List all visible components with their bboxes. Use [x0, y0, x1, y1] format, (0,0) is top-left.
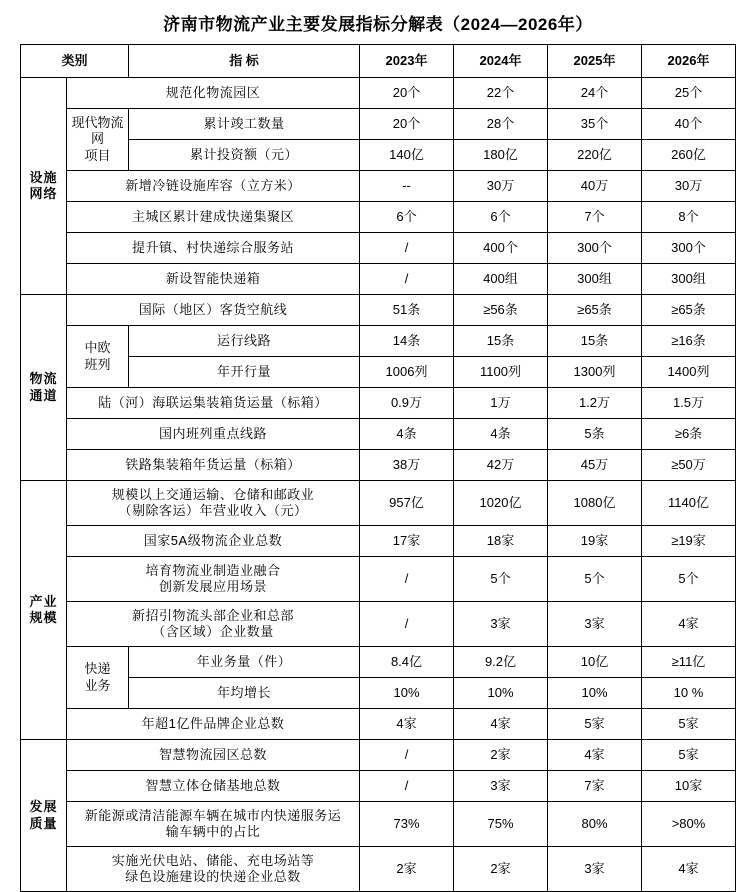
table-row: [21, 647, 736, 678]
value-cell: 5条: [548, 419, 642, 450]
table-row: [21, 326, 736, 357]
value-cell: 40个: [642, 109, 736, 140]
value-cell: 3家: [454, 771, 548, 802]
value-cell: 6个: [360, 202, 454, 233]
table-row: [21, 388, 736, 419]
table-row: [21, 109, 736, 140]
value-cell: 4条: [360, 419, 454, 450]
indicators-table: [20, 44, 736, 892]
value-cell: 8个: [642, 202, 736, 233]
value-cell: 15条: [454, 326, 548, 357]
table-row: [21, 802, 736, 847]
category-label: 设施 网络: [21, 78, 67, 295]
value-cell: 10亿: [548, 647, 642, 678]
table-header-row: [21, 45, 736, 78]
value-cell: 3家: [548, 847, 642, 892]
value-cell: >80%: [642, 802, 736, 847]
table-row: [21, 233, 736, 264]
value-cell: 400组: [454, 264, 548, 295]
value-cell: ≥16条: [642, 326, 736, 357]
value-cell: 38万: [360, 450, 454, 481]
value-cell: ≥65条: [642, 295, 736, 326]
value-cell: 10%: [548, 678, 642, 709]
indicator-label: 新设智能快递箱: [67, 264, 360, 295]
table-row: [21, 202, 736, 233]
value-cell: /: [360, 233, 454, 264]
value-cell: 2家: [360, 847, 454, 892]
value-cell: 8.4亿: [360, 647, 454, 678]
value-cell: 1.5万: [642, 388, 736, 419]
value-cell: 51条: [360, 295, 454, 326]
indicator-label: 新招引物流头部企业和总部 （含区域）企业数量: [67, 602, 360, 647]
value-cell: ≥11亿: [642, 647, 736, 678]
value-cell: 5个: [548, 557, 642, 602]
indicator-label: 陆（河）海联运集装箱货运量（标箱）: [67, 388, 360, 419]
indicator-label: 累计投资额（元）: [129, 140, 360, 171]
table-row: [21, 450, 736, 481]
value-cell: 7家: [548, 771, 642, 802]
table-row: [21, 526, 736, 557]
value-cell: 1.2万: [548, 388, 642, 419]
value-cell: 9.2亿: [454, 647, 548, 678]
value-cell: 15条: [548, 326, 642, 357]
value-cell: 5家: [642, 709, 736, 740]
table-row: [21, 557, 736, 602]
value-cell: 260亿: [642, 140, 736, 171]
header-year-2026: 2026年: [642, 45, 736, 78]
value-cell: 25个: [642, 78, 736, 109]
value-cell: 6个: [454, 202, 548, 233]
group-label: 快递 业务: [67, 647, 129, 709]
value-cell: 30万: [454, 171, 548, 202]
table-row: [21, 678, 736, 709]
header-year-2023: 2023年: [360, 45, 454, 78]
value-cell: 2家: [454, 847, 548, 892]
value-cell: 7个: [548, 202, 642, 233]
indicator-label: 年业务量（件）: [129, 647, 360, 678]
indicator-label: 国内班列重点线路: [67, 419, 360, 450]
table-row: [21, 419, 736, 450]
value-cell: 80%: [548, 802, 642, 847]
group-label: 现代物流网 项目: [67, 109, 129, 171]
value-cell: 42万: [454, 450, 548, 481]
table-row: [21, 78, 736, 109]
value-cell: 22个: [454, 78, 548, 109]
value-cell: /: [360, 771, 454, 802]
category-label: 产业 规模: [21, 481, 67, 740]
value-cell: 1006列: [360, 357, 454, 388]
value-cell: 18家: [454, 526, 548, 557]
indicator-label: 运行线路: [129, 326, 360, 357]
indicator-label: 规范化物流园区: [67, 78, 360, 109]
indicator-label: 新增冷链设施库容（立方米）: [67, 171, 360, 202]
value-cell: 75%: [454, 802, 548, 847]
indicator-label: 智慧立体仓储基地总数: [67, 771, 360, 802]
value-cell: 10家: [642, 771, 736, 802]
indicator-label: 国家5A级物流企业总数: [67, 526, 360, 557]
value-cell: 24个: [548, 78, 642, 109]
value-cell: 1300列: [548, 357, 642, 388]
indicator-label: 国际（地区）客货空航线: [67, 295, 360, 326]
value-cell: 4家: [454, 709, 548, 740]
value-cell: 17家: [360, 526, 454, 557]
value-cell: 20个: [360, 109, 454, 140]
header-category: 类别: [21, 45, 129, 78]
table-row: [21, 481, 736, 526]
indicator-label: 累计竣工数量: [129, 109, 360, 140]
table-row: [21, 295, 736, 326]
value-cell: /: [360, 557, 454, 602]
table-row: [21, 140, 736, 171]
value-cell: 73%: [360, 802, 454, 847]
value-cell: 10 %: [642, 678, 736, 709]
value-cell: 20个: [360, 78, 454, 109]
value-cell: 4家: [642, 602, 736, 647]
page-title: 济南市物流产业主要发展指标分解表（2024—2026年）: [163, 15, 593, 34]
indicator-label: 主城区累计建成快递集聚区: [67, 202, 360, 233]
category-label: 发展 质量: [21, 740, 67, 892]
value-cell: 2家: [454, 740, 548, 771]
value-cell: 28个: [454, 109, 548, 140]
value-cell: ≥19家: [642, 526, 736, 557]
value-cell: 5家: [548, 709, 642, 740]
value-cell: 957亿: [360, 481, 454, 526]
value-cell: /: [360, 602, 454, 647]
value-cell: --: [360, 171, 454, 202]
value-cell: 0.9万: [360, 388, 454, 419]
value-cell: ≥65条: [548, 295, 642, 326]
value-cell: 3家: [548, 602, 642, 647]
value-cell: 300组: [642, 264, 736, 295]
value-cell: 300个: [642, 233, 736, 264]
header-year-2025: 2025年: [548, 45, 642, 78]
table-row: [21, 847, 736, 892]
value-cell: 180亿: [454, 140, 548, 171]
value-cell: 4家: [642, 847, 736, 892]
group-label: 中欧 班列: [67, 326, 129, 388]
value-cell: 10%: [360, 678, 454, 709]
value-cell: 1020亿: [454, 481, 548, 526]
value-cell: 45万: [548, 450, 642, 481]
value-cell: 1140亿: [642, 481, 736, 526]
indicator-label: 铁路集装箱年货运量（标箱）: [67, 450, 360, 481]
header-year-2024: 2024年: [454, 45, 548, 78]
value-cell: 5个: [642, 557, 736, 602]
value-cell: 220亿: [548, 140, 642, 171]
value-cell: 10%: [454, 678, 548, 709]
value-cell: /: [360, 740, 454, 771]
table-row: [21, 264, 736, 295]
table-row: [21, 171, 736, 202]
value-cell: 4家: [360, 709, 454, 740]
value-cell: 30万: [642, 171, 736, 202]
indicator-label: 年均增长: [129, 678, 360, 709]
table-row: [21, 357, 736, 388]
value-cell: 5家: [642, 740, 736, 771]
value-cell: 5个: [454, 557, 548, 602]
value-cell: 1100列: [454, 357, 548, 388]
indicator-label: 规模以上交通运输、仓储和邮政业 （剔除客运）年营业收入（元）: [67, 481, 360, 526]
indicator-label: 年超1亿件品牌企业总数: [67, 709, 360, 740]
value-cell: 40万: [548, 171, 642, 202]
table-row: [21, 740, 736, 771]
category-label: 物流 通道: [21, 295, 67, 481]
value-cell: /: [360, 264, 454, 295]
value-cell: 1400列: [642, 357, 736, 388]
value-cell: ≥56条: [454, 295, 548, 326]
indicator-label: 培育物流业制造业融合 创新发展应用场景: [67, 557, 360, 602]
indicator-label: 年开行量: [129, 357, 360, 388]
value-cell: 3家: [454, 602, 548, 647]
value-cell: 4家: [548, 740, 642, 771]
indicator-label: 智慧物流园区总数: [67, 740, 360, 771]
table-row: [21, 771, 736, 802]
value-cell: ≥6条: [642, 419, 736, 450]
value-cell: 300组: [548, 264, 642, 295]
table-row: [21, 602, 736, 647]
indicator-label: 实施光伏电站、储能、充电场站等 绿色设施建设的快递企业总数: [67, 847, 360, 892]
indicator-label: 提升镇、村快递综合服务站: [67, 233, 360, 264]
table-row: [21, 709, 736, 740]
value-cell: 140亿: [360, 140, 454, 171]
value-cell: 4条: [454, 419, 548, 450]
value-cell: 1万: [454, 388, 548, 419]
value-cell: ≥50万: [642, 450, 736, 481]
value-cell: 300个: [548, 233, 642, 264]
value-cell: 400个: [454, 233, 548, 264]
header-indicator: 指 标: [129, 45, 360, 78]
value-cell: 19家: [548, 526, 642, 557]
value-cell: 1080亿: [548, 481, 642, 526]
indicator-label: 新能源或清洁能源车辆在城市内快递服务运 输车辆中的占比: [67, 802, 360, 847]
value-cell: 14条: [360, 326, 454, 357]
value-cell: 35个: [548, 109, 642, 140]
